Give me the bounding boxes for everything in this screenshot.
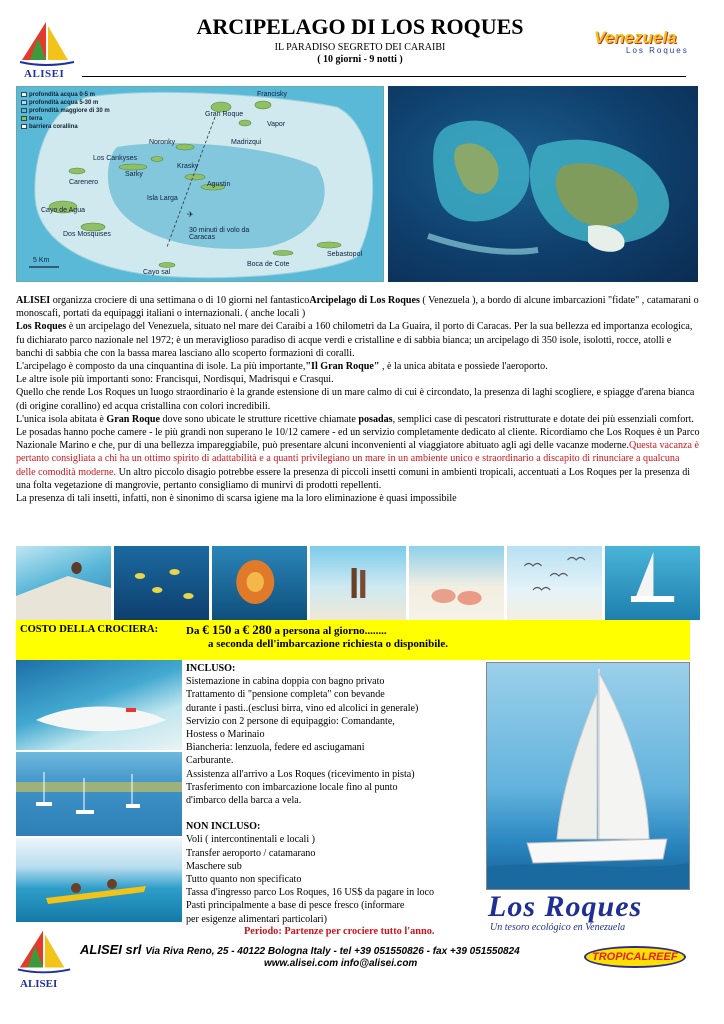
los-roques-logo-tagline: Un tesoro ecológico en Venezuela [490,922,626,933]
photo-fish [114,546,209,620]
text-span: Un altro piccolo disagio potrebbe essere la presenza di piccoli insetti comuni in ambienti tropicali, accentuati a Los Roques per la presenza di una folta vegetazione di mangrovie, pertanto consigliamo di munirvi di prodotti repellenti. [16,466,691,491]
text-bold: Gran Roque [106,413,160,425]
list-item: Tassa d'ingresso parco Los Roques, 16 US$ da pagare in loco [186,887,435,899]
map-label: Carenero [69,179,99,186]
photo-strip [16,546,700,620]
paragraph-about [16,320,700,360]
list-item: Trattamento di "pensione completa" con bevande [186,689,385,701]
brand-name: ALISEI [16,295,51,306]
header-divider [82,76,686,77]
photo-graphic [212,546,307,620]
aerial-photo [388,86,698,282]
text-span: L'unica isola abitata è [16,413,107,425]
los-roques-logo [484,890,690,934]
photo-catamaran-strip [605,546,700,620]
footer-contact [80,942,520,957]
cost-label: COSTO DELLA CROCIERA: [20,624,159,635]
text-span: dove sono ubicate le strutture ricettive chiamate [159,413,359,425]
list-item: Assistenza all'arrivo a Los Roques (ricevimento in pista) [186,768,415,780]
inclusions-list [186,662,486,926]
list-item: Pasti principalmente a base di pesce fresco (informare [186,900,405,912]
text-bold: "Il Gran Roque" [305,361,380,373]
map-label: Krasky [177,163,199,170]
list-item: Carburante. [186,755,234,767]
map-label: Los Cankyses [93,155,137,162]
text-span: a persona al giorno........ [271,625,387,637]
archipelago-map [16,86,384,282]
list-item: Biancheria: lenzuola, federe ed asciugamani [186,742,365,754]
not-included-title: NON INCLUSO: [186,821,261,833]
cost-range [186,622,387,638]
list-item: Voli ( intercontinentali e locali ) [186,834,316,846]
text-span: L'arcipelago è composto da una cinquantina di isole. La più importante, [16,361,306,373]
list-item: d'imbarco della barca a vela. [186,795,302,807]
photo-graphic [16,660,182,750]
photo-graphic [16,546,111,620]
price-max: € 280 [242,622,272,637]
cost-banner [16,620,690,660]
cost-note: a seconda dell'imbarcazione richiesta o disponibile. [208,638,448,650]
photo-graphic [507,546,602,620]
list-item: durante i pasti..(esclusi birra, vino ed alcolici in generale) [186,702,419,714]
price-min: € 150 [202,622,232,637]
page-title: ARCIPELAGO DI LOS ROQUES [196,14,524,39]
map-label: Francisky [257,91,287,98]
photo-graphic [114,546,209,620]
tropicalreef-logo-text: TROPICALREEF [584,946,686,968]
footer-web[interactable]: www.alisei.com info@alisei.com [264,958,418,969]
map-label: Dos Mosquises [63,231,111,238]
text-span: Da [186,625,203,637]
paragraph-islands [16,360,700,373]
map-label: 30 minuti di volo da Caracas [189,227,250,241]
photo-graphic [310,546,405,620]
text-span: ( Venezuela ), a bordo di alcune imbarcazioni "fidate" , catamarani o monoscafi, portati da equipaggi italiani o internazionali. ( anche locali ) [16,295,699,320]
company-address: Via Riva Reno, 25 - 40122 Bologna Italy - tel +39 051550826 - fax +39 051550824 [145,946,520,957]
photo-graphic [16,838,182,922]
sail-icon [16,20,78,66]
photo-boats-bay [16,752,182,836]
photo-couple-beach [310,546,405,620]
text-bold: Arcipelago di Los Roques [309,295,420,306]
venezuela-logo-word: Venezuela [594,28,677,47]
page-subtitle: IL PARADISO SEGRETO DEI CARAIBI [274,42,446,53]
list-item: Maschere sub [186,860,242,872]
photo-shells [409,546,504,620]
map-label: Vapor [267,121,286,128]
map-label: Boca de Cote [247,261,290,268]
paragraph-intro [16,294,700,320]
map-label: Isla Larga [147,195,178,202]
list-item: Hostess o Marinaio [186,729,265,741]
alisei-logo-footer [14,928,74,990]
photo-graphic [16,752,182,836]
map-label: Cayo de Agua [41,207,85,214]
text-span: organizza crociere di una settimana o di 10 giorni nel fantastico [50,295,310,306]
text-span: , semplici case di pescatori ristrutturate e dotate dei più essenziali comfort. Le posadas hanno poche camere - le più grandi non superano le 10/12 camere - ed un servizio completamente dedicato al cliente. Ricordiamo che Los Roques è un Parco Nazionale Marino e che, pur di una bellezza impareggiabile, può presentare alcuni inconvenienti al viaggiatore abituato agli agi delle vacanze moderne. [16,413,700,452]
map-label: Noronky [149,139,176,146]
text-span: , è la unica abitata e possiede l'aeroporto. [379,361,548,373]
departure-period: Periodo: Partenze per crociere tutto l'anno. [244,926,435,937]
list-item: Transfer aeroporto / catamarano [186,847,316,859]
paragraph-other-islands: Le altre isole più importanti sono: Francisqui, Nordisqui, Madrisqui e Crasqui. [16,374,334,386]
included-title: INCLUSO: [186,663,236,674]
alisei-logo-text: ALISEI [24,68,65,80]
map-label: Gran Roque [205,111,244,118]
legend-item: terra [29,116,43,122]
los-roques-logo-title: Los Roques [488,890,643,923]
legend-item: profondità acqua 0-5 m [29,92,96,98]
company-name: ALISEI srl [80,942,142,957]
photo-graphic [605,546,700,620]
map-label: Sebastopol [327,251,363,258]
aerial-graphic [388,86,698,282]
map-label: Madrizqui [231,139,262,146]
photo-sailing-deck [16,546,111,620]
map-label: 5 Km [33,257,50,264]
list-item: Tutto quanto non specificato [186,874,302,886]
photo-catamaran [486,662,690,890]
map-label: Cayo sal [143,269,171,276]
venezuela-logo-sub: Los Roques [626,46,689,55]
photo-graphic [409,546,504,620]
list-item: Trasferimento con imbarcazione locale fino al punto [186,781,398,793]
warning-text: Questa vacanza è pertanto consigliata a chi ha un ottimo spirito di adattabilità e a quanti privilegiano un mare in un ambiente unico e straordinario a discapito di rinunciare a qualcuna delle comodità moderne. [16,440,699,478]
photo-sandbank [16,660,182,750]
photo-kayak [16,838,182,922]
text-span: è un arcipelago del Venezuela, situato nel mare dei Caraibi a 160 chilometri da La Guaira, il porto di Caracas. Per la sua bellezza ed importanza ecologica, fu dichiarato parco nazionale nel 1972; è un meraviglioso paradiso di acque verdi e cristalline e di sabbia bianca; un arcipelago di 350 isole, isolotti, rocce, atolli e banchi di sabbia che con la bassa marea lasciano allo scoperto formazioni di coralli. [16,321,693,359]
venezuela-logo [594,28,702,58]
alisei-logo [16,20,78,78]
spacer [186,807,486,820]
paragraph-insects: La presenza di tali insetti, infatti, non è sinonimo di scarsa igiene ma la loro eliminazione è quasi impossibile [16,493,457,505]
paragraph-posadas [16,413,700,492]
list-item: per esigenze alimentari particolari) [186,913,327,925]
svg-text:✈: ✈ [187,210,194,219]
map-legend [21,91,110,131]
photo-graphic [487,663,690,890]
paragraph-sea: Quello che rende Los Roques un luogo straordinario è la grande estensione di un mare calmo di cui è circondato, la presenza di laghi scogliere, e spiagge d'arena bianca (di origine corallino) ed acqua cristallina con colori incredibili. [16,387,695,412]
text-span: a [231,625,243,637]
legend-item: profondità acqua 5-30 m [29,100,99,106]
tropicalreef-logo [578,940,686,974]
legend-item: barriera corallina [29,124,78,130]
text-bold: Los Roques [16,321,67,333]
map-label: Agustin [207,181,231,188]
photo-coral [212,546,307,620]
list-item: Sistemazione in cabina doppia con bagno privato [186,676,385,688]
photo-birds [507,546,602,620]
alisei-logo-text: ALISEI [20,978,58,990]
trip-duration: ( 10 giorni - 9 notti ) [317,54,403,65]
text-bold: posadas [358,413,393,425]
description-text [16,294,700,505]
legend-item: profondità maggiore di 30 m [29,108,110,114]
list-item: Servizio con 2 persone di equipaggio: Comandante, [186,715,395,727]
sail-icon [14,928,74,974]
map-label: Sarky [125,171,143,178]
